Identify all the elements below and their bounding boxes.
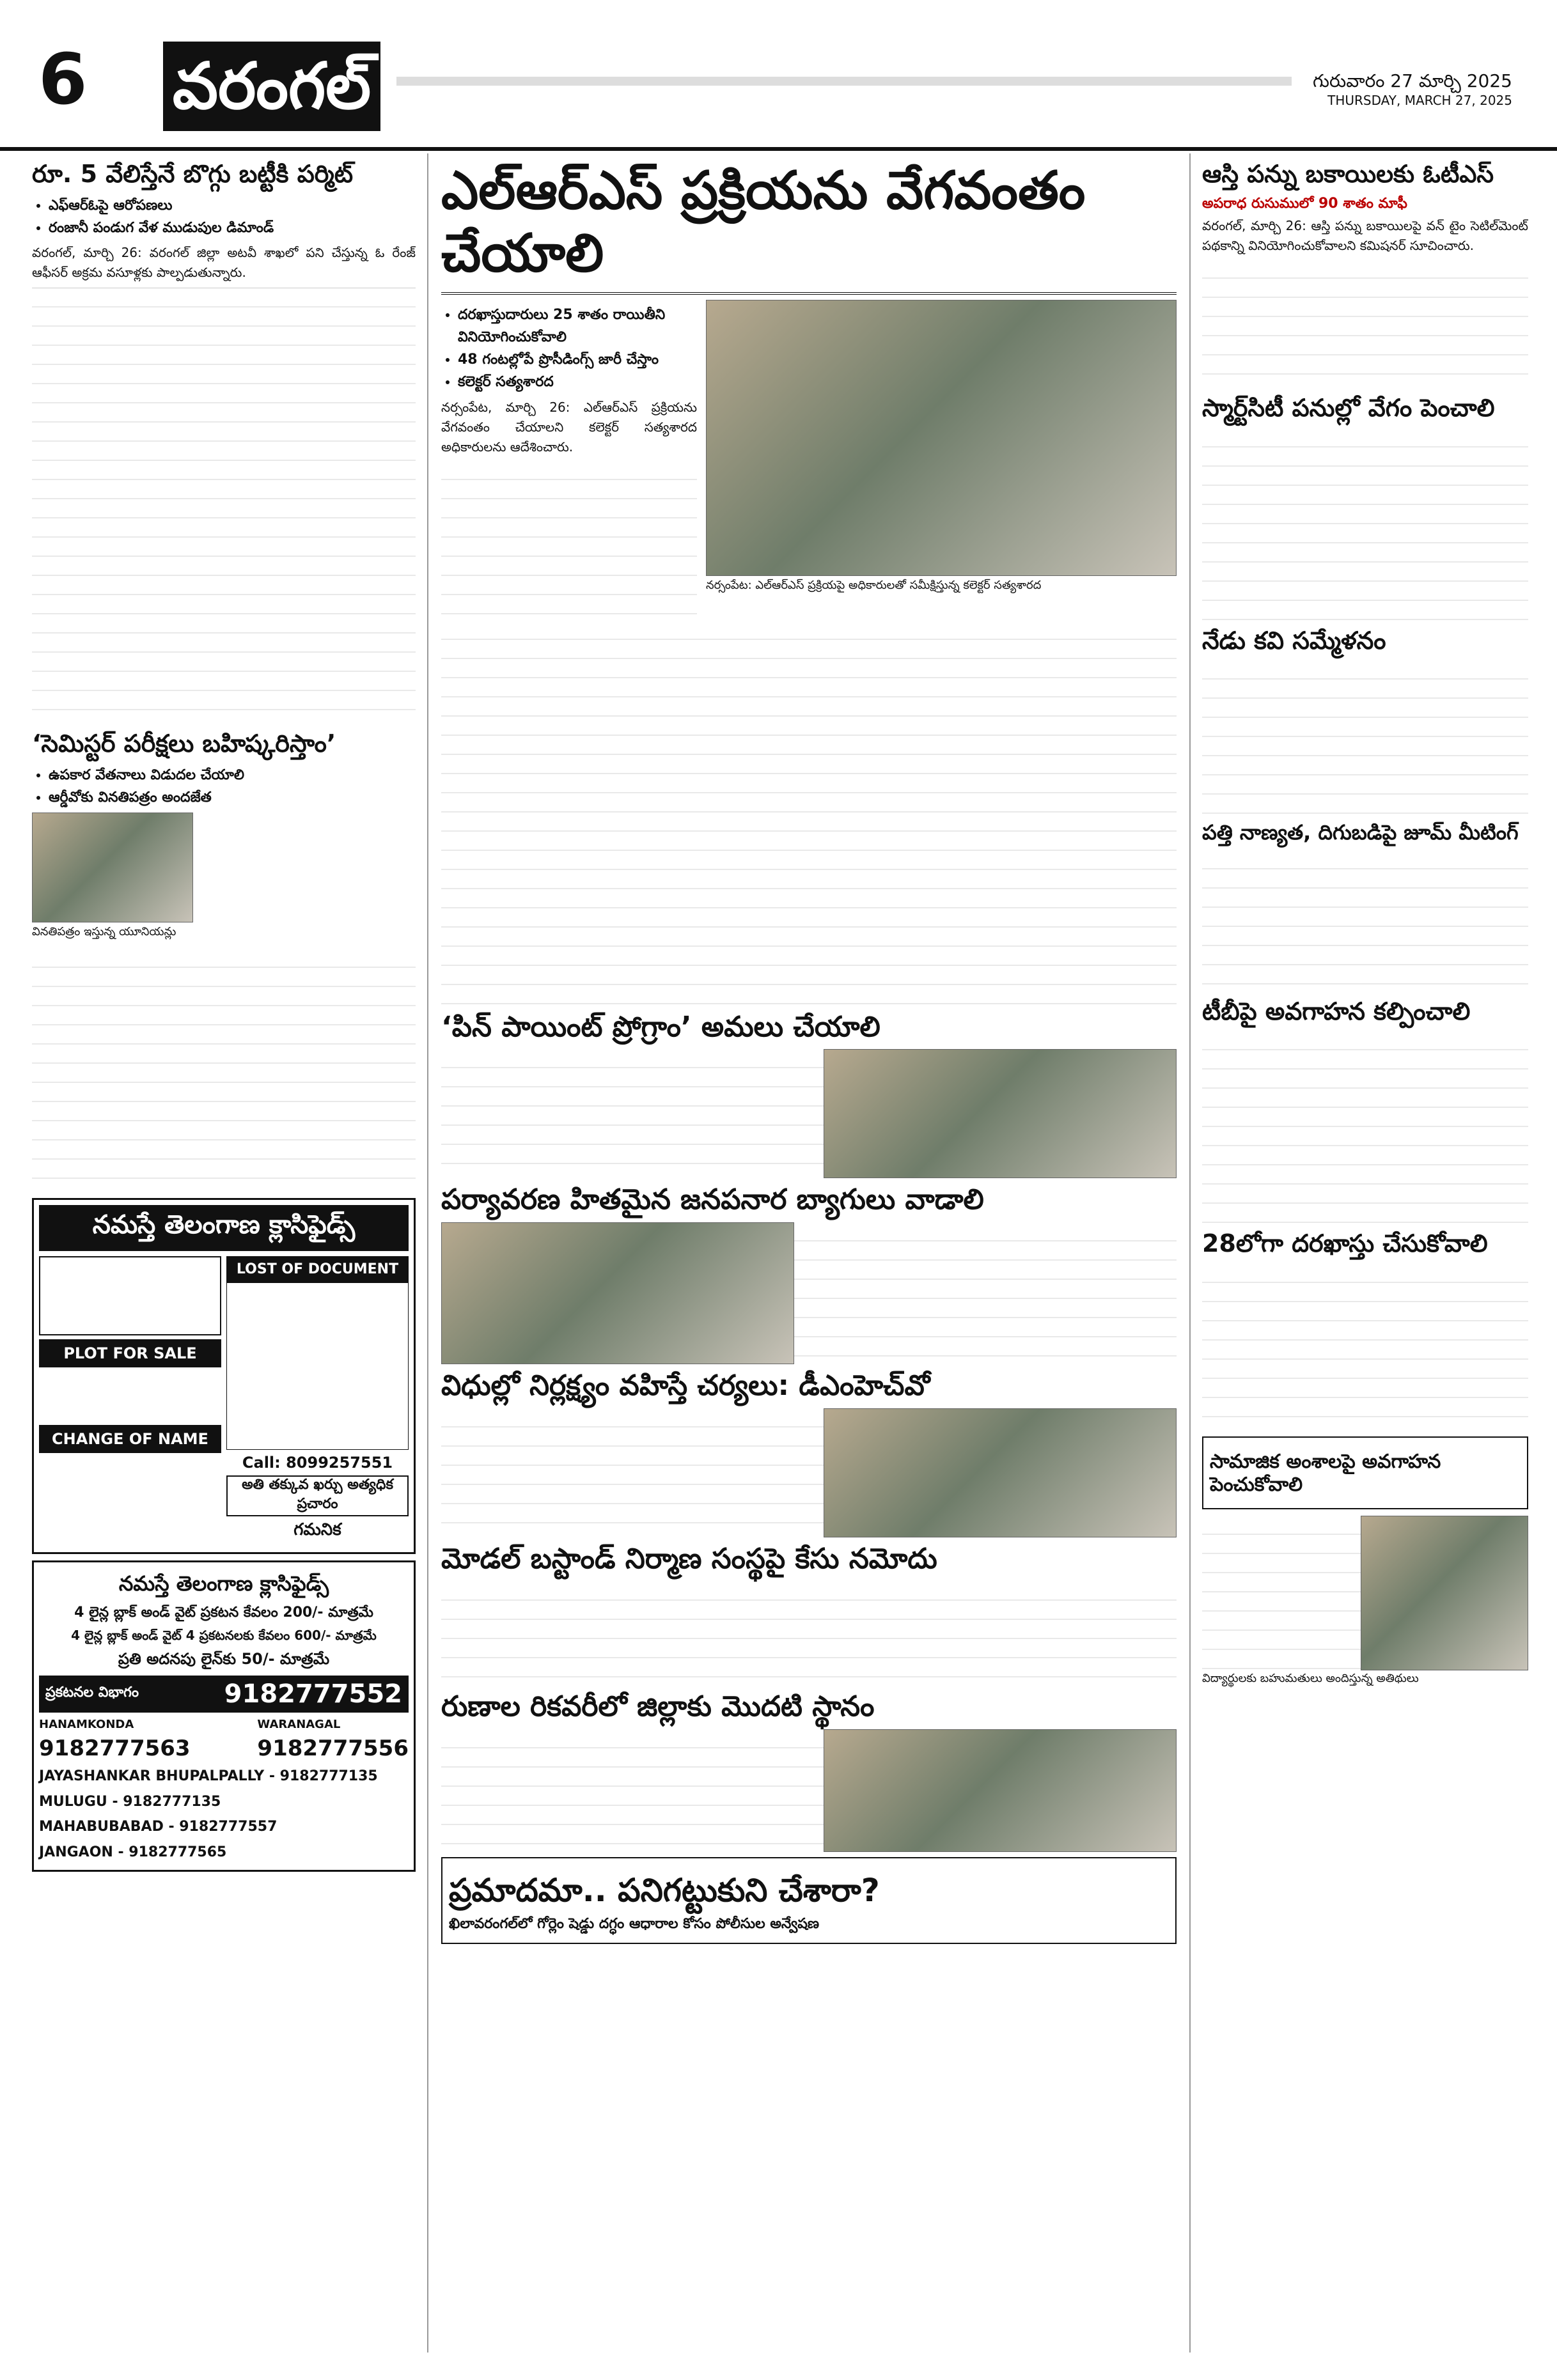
column-divider — [427, 153, 428, 2353]
ad-text — [39, 1367, 221, 1425]
right-boxed-head — [1202, 1436, 1528, 1509]
text-block — [441, 461, 697, 621]
text-block — [441, 621, 1177, 1004]
classifieds-title-2: నమస్తే తెలంగాణ క్లాసిఫైడ్స్‌ — [118, 1571, 329, 1596]
right-column — [1202, 153, 1528, 2353]
bullet: • దరఖాస్తుదారులు 25 శాతం రాయితీని వినియోగించుకోవాలి — [458, 304, 697, 348]
office-line: JAYASHANKAR BHUPALPALLY - 9182777135 — [39, 1768, 378, 1785]
text-block — [1202, 850, 1528, 991]
promo-line: అతి తక్కువ ఖర్చు అత్యధిక ప్రచారం — [226, 1475, 409, 1516]
left-headline-2: ‘సెమిస్టర్‌ పరీక్షలు బహిష్కరిస్తాం’ — [32, 729, 336, 758]
column-divider — [1189, 153, 1191, 2353]
lead-photo-wrap — [706, 300, 1177, 621]
text-block — [1202, 1264, 1528, 1430]
bullet: • 48 గంటల్లోపే ప్రొసీడింగ్స్‌ జారీ చేస్తాం — [458, 348, 697, 371]
text-block — [1202, 428, 1528, 620]
bullet: • ఉపకార వేతనాలు విడుదల చేయాలి — [49, 764, 416, 786]
text-block — [32, 949, 416, 1192]
office-name: HANAMKONDA — [39, 1717, 134, 1731]
text-block — [441, 1582, 1177, 1684]
news-photo — [824, 1408, 1177, 1537]
ad-text — [226, 1282, 409, 1450]
contact-phone: 9182777552 — [224, 1679, 402, 1709]
news-photo — [441, 1222, 794, 1364]
right-headline-2: స్మార్ట్‌సిటీ పనుల్లో వేగం పెంచాలి — [1202, 393, 1495, 422]
contact-bar — [39, 1676, 409, 1713]
headline-duty: విధుల్లో నిర్లక్ష్యం వహిస్తే చర్యలు: డీఎంహెచ్‌వో — [441, 1369, 930, 1403]
headline-bus: మోడల్‌ బస్టాండ్‌ నిర్మాణ సంస్థపై కేసు నమోదు — [441, 1542, 937, 1575]
news-photo — [32, 813, 193, 922]
lead-headline: ఎల్‌ఆర్‌ఎస్‌ ప్రక్రియను వేగవంతం చేయాలి — [441, 160, 1177, 295]
classifieds-block — [32, 1198, 416, 1554]
accident-subheadline: ఖిలావరంగల్‌లో గోర్లెం షెడ్డు దగ్ధం ఆధారాల కోసం పోలీసుల అన్వేషణ — [449, 1915, 820, 1932]
left-column — [32, 153, 416, 2353]
rate-line: 4 లైన్ల బ్లాక్‌ అండ్‌ వైట్‌ 4 ప్రకటనలకు కేవలం 600/- మాత్రమే — [71, 1627, 377, 1643]
right-headline-6: 28లోగా దరఖాస్తు చేసుకోవాలి — [1202, 1229, 1488, 1258]
office-line: MULUGU - 9182777135 — [39, 1793, 221, 1810]
photo-caption: విద్యార్థులకు బహుమతులు అందిస్తున్న అతిథులు — [1202, 1671, 1419, 1685]
right-headline-4: పత్తి నాణ్యత, దిగుబడిపై జూమ్‌ మీటింగ్‌ — [1202, 820, 1519, 845]
change-title: CHANGE OF NAME — [39, 1425, 221, 1453]
masthead — [0, 0, 1557, 151]
date-telugu: గురువారం 27 మార్చి 2025 — [1312, 70, 1512, 91]
bullet: • ఆర్డీవోకు వినతిపత్రం అందజేత — [49, 786, 416, 809]
office-phone: 9182777556 — [257, 1736, 409, 1762]
news-photo — [1361, 1516, 1528, 1670]
left-headline-1: రూ. 5 వేలిస్తేనే బొగ్గు బట్టీకి పర్మిట్‌ — [32, 160, 354, 188]
headline-bags: పర్యావరణ హితమైన జనపనార బ్యాగులు వాడాలి — [441, 1183, 984, 1217]
office-phone: 9182777563 — [39, 1736, 191, 1762]
text-block — [1202, 1031, 1528, 1223]
article-body: వరంగల్‌, మార్చి 26: ఆస్తి పన్ను బకాయిలపై వన్‌ టైం సెటిల్‌మెంట్‌ పథకాన్ని వినియోగించుకోవాలని కమిషనర్‌ సూచించారు. — [1202, 217, 1528, 253]
photo-caption: వినతిపత్రం ఇస్తున్న యూనియన్లు — [32, 924, 176, 938]
middle-column — [441, 153, 1177, 2353]
news-photo — [824, 1729, 1177, 1852]
office-line: JANGAON - 9182777565 — [39, 1844, 227, 1860]
headline-accident: ప్రమాదమా.. పనిగట్టుకుని చేశారా? — [449, 1871, 880, 1909]
bullet: • కలెక్టర్‌ సత్యశారద — [458, 371, 697, 393]
article-body: వరంగల్‌, మార్చి 26: వరంగల్‌ జిల్లా అటవీ శాఖలో పని చేస్తున్న ఓ రేంజ్‌ ఆఫీసర్‌ అక్రమ వసూళ్లకు పాల్పడుతున్నారు. — [32, 244, 416, 280]
bullet: • ఎఫ్‌ఆర్‌ఓపై ఆరోపణలు — [49, 194, 416, 217]
text-block — [1202, 660, 1528, 814]
headline-pin: ‘పిన్‌ పాయింట్‌ ప్రోగ్రాం’ అమలు చేయాలి — [441, 1010, 880, 1043]
notice-title: గమనిక — [293, 1520, 341, 1539]
classifieds-rates — [32, 1560, 416, 1872]
accident-box — [441, 1857, 1177, 1944]
news-photo — [824, 1049, 1177, 1178]
lead-text — [441, 300, 697, 621]
photo-caption: నర్సంపేట: ఎల్‌ఆర్‌ఎస్‌ ప్రక్రియపై అధికారులతో సమీక్షిస్తున్న కలెక్టర్‌ సత్యశారద — [706, 578, 1042, 592]
section-title: వరంగల్ — [163, 42, 380, 131]
right-subheadline-1: అపరాధ రుసుములో 90 శాతం మాఫీ — [1202, 195, 1407, 212]
office-list — [39, 1764, 409, 1865]
rate-line: 4 లైన్ల బ్లాక్‌ అండ్‌ వైట్‌ ప్రకటన కేవలం 200/- మాత్రమే — [74, 1604, 373, 1621]
classified-col — [226, 1256, 409, 1547]
text-block — [32, 288, 416, 723]
call-line: Call: 8099257551 — [242, 1453, 393, 1472]
right-headline-5: టీబీపై అవగాహన కల్పించాలి — [1202, 997, 1471, 1025]
left-bullets-2 — [32, 764, 416, 809]
lead-story — [441, 300, 1177, 621]
office-name: WARANAGAL — [257, 1717, 341, 1731]
page-number: 6 — [38, 38, 88, 120]
lead-bullets — [441, 304, 697, 394]
right-headline-3: నేడు కవి సమ్మేళనం — [1202, 626, 1386, 655]
header-rule — [396, 77, 1292, 86]
news-photo — [706, 300, 1177, 576]
classifieds-title: నమస్తే తెలంగాణ క్లాసిఫైడ్స్‌ — [39, 1205, 409, 1251]
text-block — [1202, 260, 1528, 387]
left-bullets-1 — [32, 194, 416, 239]
ad-box — [39, 1256, 221, 1335]
date-english: THURSDAY, MARCH 27, 2025 — [1327, 93, 1512, 108]
lost-title: LOST OF DOCUMENT — [226, 1256, 409, 1282]
contact-label: ప్రకటనల విభాగం — [45, 1684, 139, 1700]
headline-loans: రుణాల రికవరీలో జిల్లాకు మొదటి స్థానం — [441, 1690, 875, 1723]
plot-title: PLOT FOR SALE — [39, 1339, 221, 1367]
rate-line: ప్రతి అదనపు లైన్‌కు 50/- మాత్రమే — [118, 1649, 330, 1668]
bullet: • రంజానీ పండుగ వేళ ముడుపుల డిమాండ్‌ — [49, 217, 416, 239]
article-body: నర్సంపేట, మార్చి 26: ఎల్‌ఆర్‌ఎస్‌ ప్రక్రియను వేగవంతం చేయాలని కలెక్టర్‌ సత్యశారద అధికారులను ఆదేశించారు. — [441, 399, 697, 455]
classified-col — [39, 1256, 221, 1547]
office-line: MAHABUBABAD - 9182777557 — [39, 1819, 278, 1835]
right-headline-7: సామాజిక అంశాలపై అవగాహన పెంచుకోవాలి — [1210, 1450, 1441, 1496]
right-headline-1: ఆస్తి పన్ను బకాయిలకు ఓటీఎస్‌ — [1202, 160, 1494, 188]
office-row — [39, 1716, 409, 1764]
ad-text — [39, 1453, 221, 1511]
